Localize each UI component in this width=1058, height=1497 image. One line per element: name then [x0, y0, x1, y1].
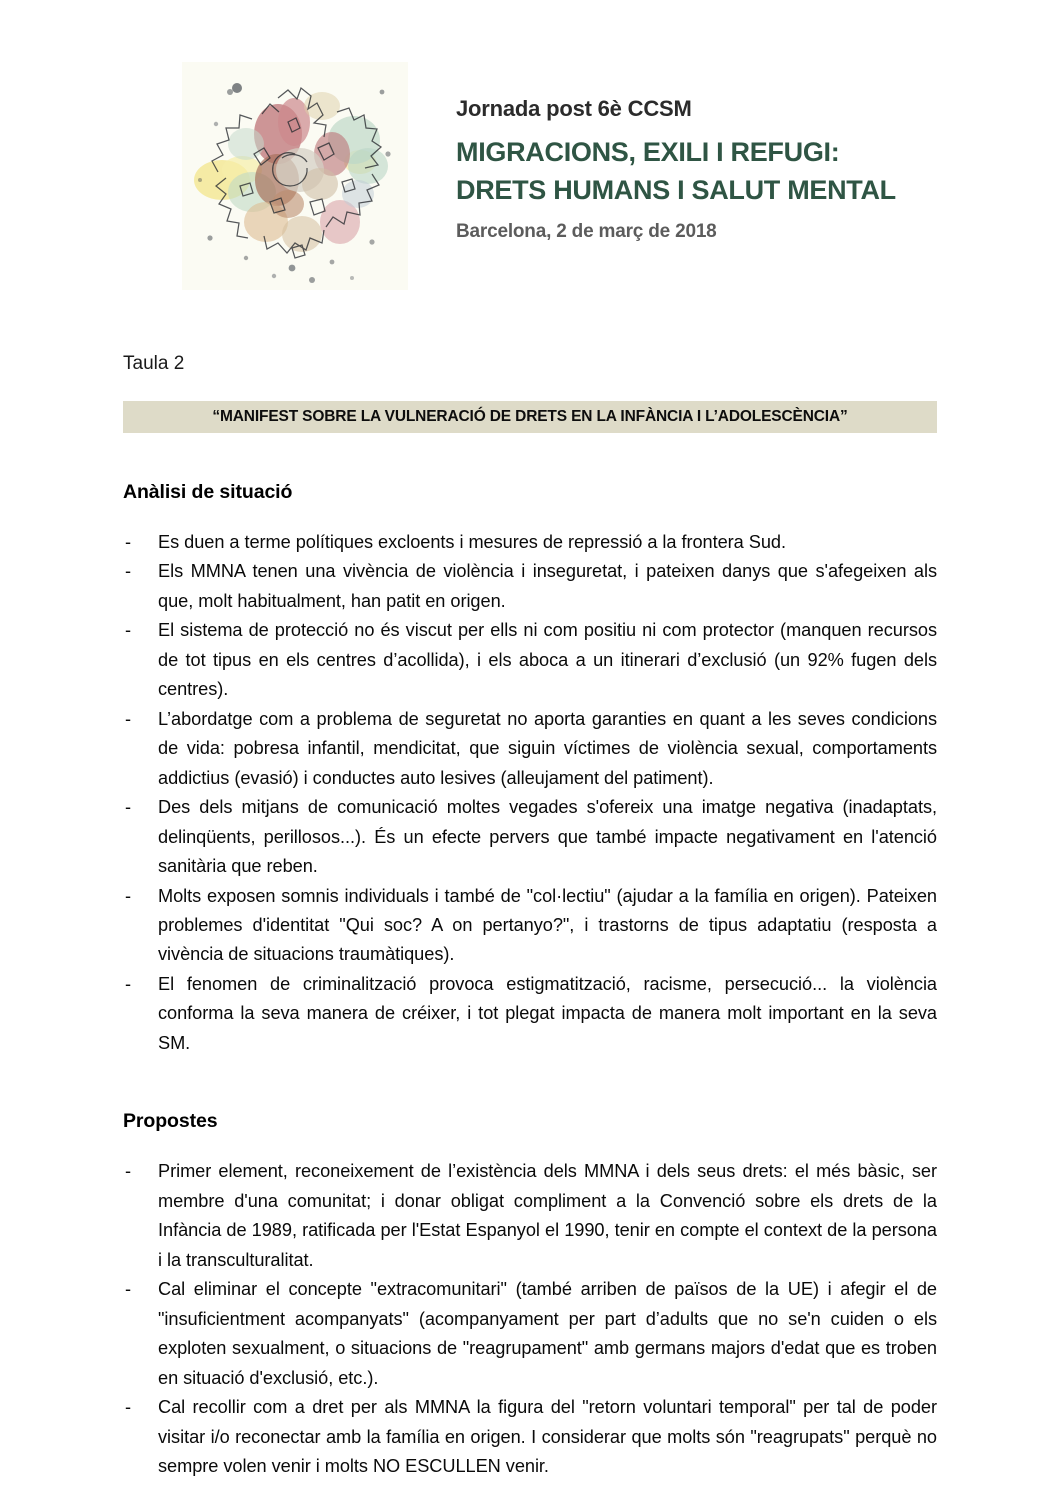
list-item: - L’abordatge com a problema de seguretat no aporta garanties en quant a les seves condicions de vida: pobresa infantil, mendicitat, que siguin víctimes de violència sexual, comportaments addictius (evasió) i conductes auto lesives (alleujament del patiment).: [123, 705, 937, 793]
list-item: - Els MMNA tenen una vivència de violència i inseguretat, i pateixen danys que s'afegeixen als que, molt habitualment, han patit en origen.: [123, 557, 937, 616]
list-item: - Es duen a terme polítiques excloents i mesures de repressió a la frontera Sud.: [123, 528, 937, 557]
list-item: - Cal recollir com a dret per als MMNA la figura del "retorn voluntari temporal" per tal de poder visitar i/o reconectar amb la família en origen. I considerar que molts són "reagrupats" perquè no sempre volen venir i molts NO ESCULLEN venir.: [123, 1393, 937, 1481]
document-body: [123, 352, 937, 1482]
list-item: - El sistema de protecció no és viscut per ells ni com positiu ni com protector (manquen recursos de tot tipus en els centres d’acollida), i els aboca a un itinerari d’exclusió (un 92% fugen dels centres).: [123, 616, 937, 704]
list-item: - Primer element, reconeixement de l’existència dels MMNA i dels seus drets: el més bàsic, ser membre d'una comunitat; i donar obligat compliment a la Convenció sobre els drets de la Infància de 1989, ratificada per l'Estat Espanyol el 1990, tenir en compte el context de la persona i la transculturalitat.: [123, 1157, 937, 1275]
event-kicker: Jornada post 6è CCSM: [456, 96, 692, 121]
section-heading-analisi: Anàlisi de situació: [123, 480, 293, 503]
event-header: [182, 62, 902, 290]
analisi-bullet-list: [123, 528, 937, 1059]
section-heading-propostes: Propostes: [123, 1110, 218, 1133]
manifest-title-text: “MANIFEST SOBRE LA VULNERACIÓ DE DRETS EN LA INFÀNCIA I L’ADOLESCÈNCIA”: [212, 407, 848, 425]
manifest-title-banner: [123, 401, 937, 433]
event-title-line-1: MIGRACIONS, EXILI I REFUGI:: [456, 136, 840, 167]
list-item: - El fenomen de criminalització provoca estigmatització, racisme, persecució... la violència conforma la seva manera de créixer, i tot plegat impacta de manera molt important en la seva SM.: [123, 970, 937, 1058]
list-item: - Molts exposen somnis individuals i també de "col·lectiu" (ajudar a la família en origen). Pateixen problemes d'identitat "Qui soc? A on pertanyo?", i trastorns de tipus adaptatiu (resposta a vivència de situacions traumàtiques).: [123, 882, 937, 970]
propostes-bullet-list: [123, 1157, 937, 1481]
event-place-date: Barcelona, 2 de març de 2018: [456, 221, 717, 243]
table-label: Taula 2: [123, 353, 185, 374]
watercolor-crowd-illustration-icon: [182, 62, 408, 290]
list-item: - Cal eliminar el concepte "extracomunitari" (també arriben de països de la UE) i afegir el de "insuficientment acompanyats" (acompanyament per part d’adults que no se'n cuiden o els exploten sexualment, o situacions de "reagrupament" amb germans majors d'edat que es troben en situació d'exclusió, etc.).: [123, 1275, 937, 1393]
event-title-line-2: DRETS HUMANS I SALUT MENTAL: [456, 175, 896, 206]
header-text-block: [456, 62, 896, 243]
list-item: - Des dels mitjans de comunicació moltes vegades s'ofereix una imatge negativa (inadaptats, delinqüents, perillosos...). És un efecte pervers que també impacte negativament en l'atenció sanitària que reben.: [123, 793, 937, 881]
